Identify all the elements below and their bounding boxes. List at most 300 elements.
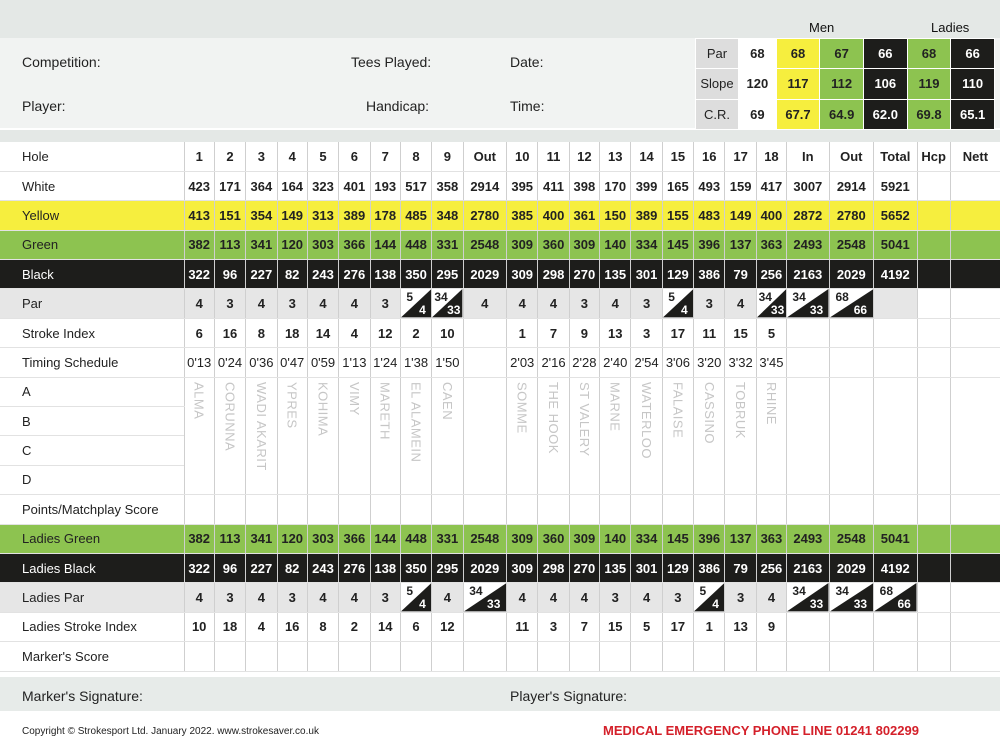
score-entry-cell[interactable] (662, 642, 693, 671)
split-par-cell (829, 583, 873, 612)
row-black (0, 260, 1000, 289)
rating-value: 68 (776, 39, 820, 69)
score-entry-cell[interactable] (917, 642, 950, 671)
score-entry-cell[interactable] (917, 318, 950, 347)
score-entry-cell[interactable] (950, 230, 1000, 259)
value-cell: 4 (507, 289, 538, 318)
value-cell: 1'24 (370, 348, 400, 377)
par-lower: 33 (809, 302, 824, 317)
value-cell: 11 (694, 318, 725, 347)
value-cell: 1'38 (400, 348, 431, 377)
hole-name: MARETH (377, 381, 393, 440)
value-cell: 140 (600, 524, 631, 553)
hole-name-cell[interactable] (538, 377, 569, 495)
value-cell (829, 318, 873, 347)
value-cell: 17 (662, 318, 693, 347)
competition-field[interactable]: Competition: (22, 54, 101, 70)
score-entry-cell[interactable] (950, 583, 1000, 612)
value-cell: 396 (694, 230, 725, 259)
value-cell: 295 (432, 553, 463, 582)
score-entry-cell[interactable] (950, 289, 1000, 318)
hole-name-cell[interactable] (662, 377, 693, 495)
value-cell: 227 (246, 553, 277, 582)
value-cell: 350 (400, 260, 431, 289)
row-label: D (0, 465, 184, 494)
value-cell: 350 (400, 553, 431, 582)
value-cell: 3 (370, 289, 400, 318)
value-cell: 193 (370, 171, 400, 200)
value-cell: 4 (725, 289, 756, 318)
row-label: A (0, 377, 184, 406)
score-entry-cell[interactable] (829, 642, 873, 671)
value-cell: 396 (694, 524, 725, 553)
hole-name: FALAISE (670, 381, 686, 438)
row-label: Hole (0, 142, 184, 171)
par-upper: 5 (406, 290, 414, 305)
row-a (0, 377, 1000, 406)
score-entry-cell[interactable] (184, 495, 214, 524)
hole-name-cell[interactable] (463, 377, 506, 495)
value-cell: 120 (277, 524, 307, 553)
score-entry-cell[interactable] (787, 495, 829, 524)
value-cell: 2914 (463, 171, 506, 200)
time-field[interactable]: Time: (510, 98, 545, 114)
value-cell: 7 (538, 318, 569, 347)
rating-value: 67 (820, 39, 864, 69)
hole-name-cell[interactable] (787, 377, 829, 495)
split-par-cell (756, 289, 786, 318)
score-entry-cell[interactable] (950, 642, 1000, 671)
emergency-phone-text: MEDICAL EMERGENCY PHONE LINE 01241 802299 (603, 723, 919, 738)
value-cell: 137 (725, 524, 756, 553)
value-cell: 4 (538, 583, 569, 612)
value-cell: 3 (370, 583, 400, 612)
value-cell: 82 (277, 260, 307, 289)
value-cell: 150 (600, 201, 631, 230)
header-cell: Out (463, 142, 506, 171)
scorecard-table (0, 142, 1000, 672)
value-cell: 276 (339, 553, 370, 582)
hole-name-cell[interactable] (694, 377, 725, 495)
score-entry-cell[interactable] (787, 642, 829, 671)
value-cell: 8 (307, 612, 338, 641)
value-cell: 4 (246, 612, 277, 641)
value-cell: 309 (507, 260, 538, 289)
value-cell: 334 (631, 230, 662, 259)
rating-row-label: C.R. (696, 99, 739, 129)
split-par-cell (874, 583, 917, 612)
value-cell: 6 (184, 318, 214, 347)
rating-value: 68 (907, 39, 951, 69)
value-cell: 366 (339, 230, 370, 259)
rating-value: 112 (820, 69, 864, 99)
hole-name-cell[interactable] (874, 377, 917, 495)
date-field[interactable]: Date: (510, 54, 544, 70)
header-cell: 7 (370, 142, 400, 171)
value-cell: 2'54 (631, 348, 662, 377)
score-entry-cell[interactable] (463, 495, 506, 524)
score-entry-cell[interactable] (631, 642, 662, 671)
value-cell: 2780 (463, 201, 506, 230)
header-cell: Nett (950, 142, 1000, 171)
value-cell: 0'24 (214, 348, 245, 377)
row-label: Black (0, 260, 184, 289)
score-entry-cell[interactable] (725, 495, 756, 524)
hole-name: CASSINO (701, 381, 717, 444)
row-label: Ladies Black (0, 553, 184, 582)
value-cell: 2914 (829, 171, 873, 200)
score-entry-cell[interactable] (307, 495, 338, 524)
hole-name: VIMY (346, 381, 362, 416)
hole-name-cell[interactable] (725, 377, 756, 495)
hole-name-cell[interactable] (507, 377, 538, 495)
value-cell: 303 (307, 524, 338, 553)
handicap-field[interactable]: Handicap: (366, 98, 430, 114)
score-entry-cell[interactable] (874, 642, 917, 671)
par-lower: 33 (809, 596, 824, 611)
hole-name-cell[interactable] (339, 377, 370, 495)
value-cell: 3 (725, 583, 756, 612)
rating-value: 66 (951, 39, 995, 69)
value-cell: 144 (370, 524, 400, 553)
split-par-cell (400, 289, 431, 318)
value-cell: 2548 (829, 524, 873, 553)
player-signature-field[interactable]: Player's Signature: (510, 688, 628, 704)
hole-name-cell[interactable] (307, 377, 338, 495)
value-cell: 0'13 (184, 348, 214, 377)
score-entry-cell[interactable] (917, 524, 950, 553)
value-cell: 4 (307, 583, 338, 612)
score-entry-cell[interactable] (829, 495, 873, 524)
hole-name-cell[interactable] (569, 377, 599, 495)
row-par (0, 289, 1000, 318)
hole-name-cell[interactable] (370, 377, 400, 495)
top-band (0, 0, 1000, 38)
value-cell: 2029 (829, 260, 873, 289)
value-cell: 3 (631, 289, 662, 318)
value-cell (463, 348, 506, 377)
value-cell: 4 (246, 583, 277, 612)
score-entry-cell[interactable] (277, 495, 307, 524)
value-cell: 309 (507, 230, 538, 259)
tees-played-field[interactable]: Tees Played: (351, 54, 432, 70)
rating-value: 69.8 (907, 99, 951, 129)
rating-value: 67.7 (776, 99, 820, 129)
score-entry-cell[interactable] (950, 201, 1000, 230)
score-entry-cell[interactable] (246, 642, 277, 671)
hole-name-cell[interactable] (631, 377, 662, 495)
marker-signature-field[interactable]: Marker's Signature: (22, 688, 143, 704)
split-par-cell (662, 289, 693, 318)
score-entry-cell[interactable] (184, 642, 214, 671)
value-cell: 164 (277, 171, 307, 200)
value-cell: 2'03 (507, 348, 538, 377)
rating-value: 68 (739, 39, 777, 69)
rating-value: 117 (776, 69, 820, 99)
par-lower: 33 (853, 596, 868, 611)
header-cell: Hcp (917, 142, 950, 171)
hole-name-cell[interactable] (214, 377, 245, 495)
value-cell: 2493 (787, 230, 829, 259)
value-cell: 448 (400, 524, 431, 553)
value-cell: 11 (507, 612, 538, 641)
value-cell: 5921 (874, 171, 917, 200)
value-cell: 413 (184, 201, 214, 230)
score-entry-cell[interactable] (600, 642, 631, 671)
hole-name-cell[interactable] (950, 377, 1000, 495)
row-label: Stroke Index (0, 318, 184, 347)
value-cell: 331 (432, 524, 463, 553)
score-entry-cell[interactable] (874, 495, 917, 524)
value-cell (874, 612, 917, 641)
par-upper: 34 (792, 290, 806, 305)
value-cell: 313 (307, 201, 338, 230)
rating-value: 110 (951, 69, 995, 99)
value-cell: 129 (662, 260, 693, 289)
score-entry-cell[interactable] (917, 260, 950, 289)
value-cell: 18 (277, 318, 307, 347)
value-cell: 2493 (787, 524, 829, 553)
value-cell: 4 (307, 289, 338, 318)
score-entry-cell[interactable] (400, 495, 431, 524)
value-cell: 18 (214, 612, 245, 641)
row-yellow (0, 201, 1000, 230)
value-cell: 8 (246, 318, 277, 347)
value-cell: 9 (756, 612, 786, 641)
value-cell: 0'47 (277, 348, 307, 377)
hole-name-cell[interactable] (829, 377, 873, 495)
score-entry-cell[interactable] (538, 642, 569, 671)
score-entry-cell[interactable] (538, 495, 569, 524)
par-upper: 34 (792, 584, 806, 599)
value-cell: 276 (339, 260, 370, 289)
value-cell: 10 (184, 612, 214, 641)
hole-name-cell[interactable] (432, 377, 463, 495)
value-cell: 1'50 (432, 348, 463, 377)
score-entry-cell[interactable] (507, 642, 538, 671)
value-cell: 2548 (463, 524, 506, 553)
value-cell: 399 (631, 171, 662, 200)
hole-name-cell[interactable] (400, 377, 431, 495)
par-upper: 34 (758, 290, 772, 305)
value-cell: 4 (339, 289, 370, 318)
value-cell: 3 (631, 318, 662, 347)
value-cell: 171 (214, 171, 245, 200)
value-cell: 3'32 (725, 348, 756, 377)
score-entry-cell[interactable] (694, 495, 725, 524)
value-cell: 2029 (463, 553, 506, 582)
value-cell: 348 (432, 201, 463, 230)
score-entry-cell[interactable] (950, 612, 1000, 641)
value-cell: 4 (600, 289, 631, 318)
score-entry-cell[interactable] (917, 583, 950, 612)
value-cell: 140 (600, 230, 631, 259)
value-cell: 243 (307, 260, 338, 289)
score-entry-cell[interactable] (917, 348, 950, 377)
score-entry-cell[interactable] (917, 612, 950, 641)
score-entry-cell[interactable] (725, 642, 756, 671)
value-cell: 0'36 (246, 348, 277, 377)
score-entry-cell[interactable] (569, 642, 599, 671)
value-cell: 1 (507, 318, 538, 347)
value-cell: 386 (694, 260, 725, 289)
score-entry-cell[interactable] (246, 495, 277, 524)
value-cell: 138 (370, 260, 400, 289)
score-entry-cell[interactable] (950, 348, 1000, 377)
value-cell: 401 (339, 171, 370, 200)
hole-name-cell[interactable] (184, 377, 214, 495)
header-cell: Out (829, 142, 873, 171)
value-cell (874, 348, 917, 377)
score-entry-cell[interactable] (950, 553, 1000, 582)
hole-name-cell[interactable] (756, 377, 786, 495)
value-cell: 2163 (787, 260, 829, 289)
row-label: Green (0, 230, 184, 259)
score-entry-cell[interactable] (214, 642, 245, 671)
row-label: White (0, 171, 184, 200)
score-entry-cell[interactable] (950, 495, 1000, 524)
value-cell: 398 (569, 171, 599, 200)
value-cell: 411 (538, 171, 569, 200)
value-cell: 145 (662, 230, 693, 259)
hole-name: CAEN (439, 381, 455, 420)
value-cell: 14 (370, 612, 400, 641)
score-entry-cell[interactable] (277, 642, 307, 671)
value-cell: 10 (432, 318, 463, 347)
score-entry-cell[interactable] (917, 289, 950, 318)
value-cell: 386 (694, 553, 725, 582)
hole-name: THE HOOK (546, 381, 562, 454)
rating-row-label: Par (696, 39, 739, 69)
score-entry-cell[interactable] (950, 318, 1000, 347)
value-cell: 4 (184, 583, 214, 612)
row-white (0, 171, 1000, 200)
score-entry-cell[interactable] (307, 642, 338, 671)
hole-name-cell[interactable] (246, 377, 277, 495)
score-entry-cell[interactable] (917, 201, 950, 230)
value-cell (874, 318, 917, 347)
par-upper: 34 (469, 584, 483, 599)
hole-name-cell[interactable] (277, 377, 307, 495)
value-cell: 16 (277, 612, 307, 641)
value-cell: 301 (631, 260, 662, 289)
row-ladies-black (0, 553, 1000, 582)
value-cell: 395 (507, 171, 538, 200)
score-entry-cell[interactable] (463, 642, 506, 671)
value-cell: 358 (432, 171, 463, 200)
value-cell: 382 (184, 524, 214, 553)
score-entry-cell[interactable] (400, 642, 431, 671)
value-cell: 2'40 (600, 348, 631, 377)
rating-value: 64.9 (820, 99, 864, 129)
value-cell: 96 (214, 553, 245, 582)
value-cell (787, 318, 829, 347)
hole-name-cell[interactable] (600, 377, 631, 495)
header-cell: 17 (725, 142, 756, 171)
value-cell: 135 (600, 553, 631, 582)
value-cell: 13 (600, 318, 631, 347)
score-entry-cell[interactable] (370, 495, 400, 524)
score-entry-cell[interactable] (950, 260, 1000, 289)
score-entry-cell[interactable] (917, 553, 950, 582)
score-entry-cell[interactable] (507, 495, 538, 524)
score-entry-cell[interactable] (756, 495, 786, 524)
score-entry-cell[interactable] (569, 495, 599, 524)
split-par-cell (694, 583, 725, 612)
score-entry-cell[interactable] (917, 230, 950, 259)
value-cell: 331 (432, 230, 463, 259)
course-rating-table (695, 38, 995, 130)
value-cell: 3 (214, 583, 245, 612)
score-entry-cell[interactable] (662, 495, 693, 524)
score-entry-cell[interactable] (339, 495, 370, 524)
value-cell: 113 (214, 230, 245, 259)
value-cell: 3 (277, 289, 307, 318)
score-entry-cell[interactable] (370, 642, 400, 671)
score-entry-cell[interactable] (917, 171, 950, 200)
value-cell: 17 (662, 612, 693, 641)
value-cell: 113 (214, 524, 245, 553)
score-entry-cell[interactable] (694, 642, 725, 671)
header-cell: 6 (339, 142, 370, 171)
value-cell: 295 (432, 260, 463, 289)
value-cell: 79 (725, 260, 756, 289)
score-entry-cell[interactable] (432, 642, 463, 671)
hole-name-cell[interactable] (917, 377, 950, 495)
score-entry-cell[interactable] (917, 495, 950, 524)
value-cell: 493 (694, 171, 725, 200)
score-entry-cell[interactable] (214, 495, 245, 524)
hole-name: SOMME (514, 381, 530, 434)
split-par-cell (463, 583, 506, 612)
value-cell: 389 (339, 201, 370, 230)
rating-value: 69 (739, 99, 777, 129)
score-entry-cell[interactable] (756, 642, 786, 671)
rating-value: 120 (739, 69, 777, 99)
value-cell: 2'28 (569, 348, 599, 377)
player-field[interactable]: Player: (22, 98, 66, 114)
row-label: Ladies Stroke Index (0, 612, 184, 641)
row-ladies-green (0, 524, 1000, 553)
score-entry-cell[interactable] (950, 524, 1000, 553)
score-entry-cell[interactable] (339, 642, 370, 671)
hole-name: MARNE (607, 381, 623, 432)
hole-name: EL ALAMEIN (408, 381, 424, 463)
header-cell: 14 (631, 142, 662, 171)
value-cell: 2780 (829, 201, 873, 230)
value-cell: 178 (370, 201, 400, 230)
value-cell: 4192 (874, 553, 917, 582)
row-label: Par (0, 289, 184, 318)
value-cell: 322 (184, 260, 214, 289)
value-cell: 129 (662, 553, 693, 582)
header-cell: Total (874, 142, 917, 171)
score-entry-cell[interactable] (631, 495, 662, 524)
rating-value: 65.1 (951, 99, 995, 129)
rating-row (696, 99, 995, 129)
value-cell: 151 (214, 201, 245, 230)
value-cell (787, 348, 829, 377)
value-cell (829, 348, 873, 377)
value-cell: 4 (538, 289, 569, 318)
score-entry-cell[interactable] (432, 495, 463, 524)
value-cell: 3 (662, 583, 693, 612)
score-entry-cell[interactable] (600, 495, 631, 524)
value-cell: 155 (662, 201, 693, 230)
value-cell: 2029 (829, 553, 873, 582)
score-entry-cell[interactable] (950, 171, 1000, 200)
row-label: Timing Schedule (0, 348, 184, 377)
